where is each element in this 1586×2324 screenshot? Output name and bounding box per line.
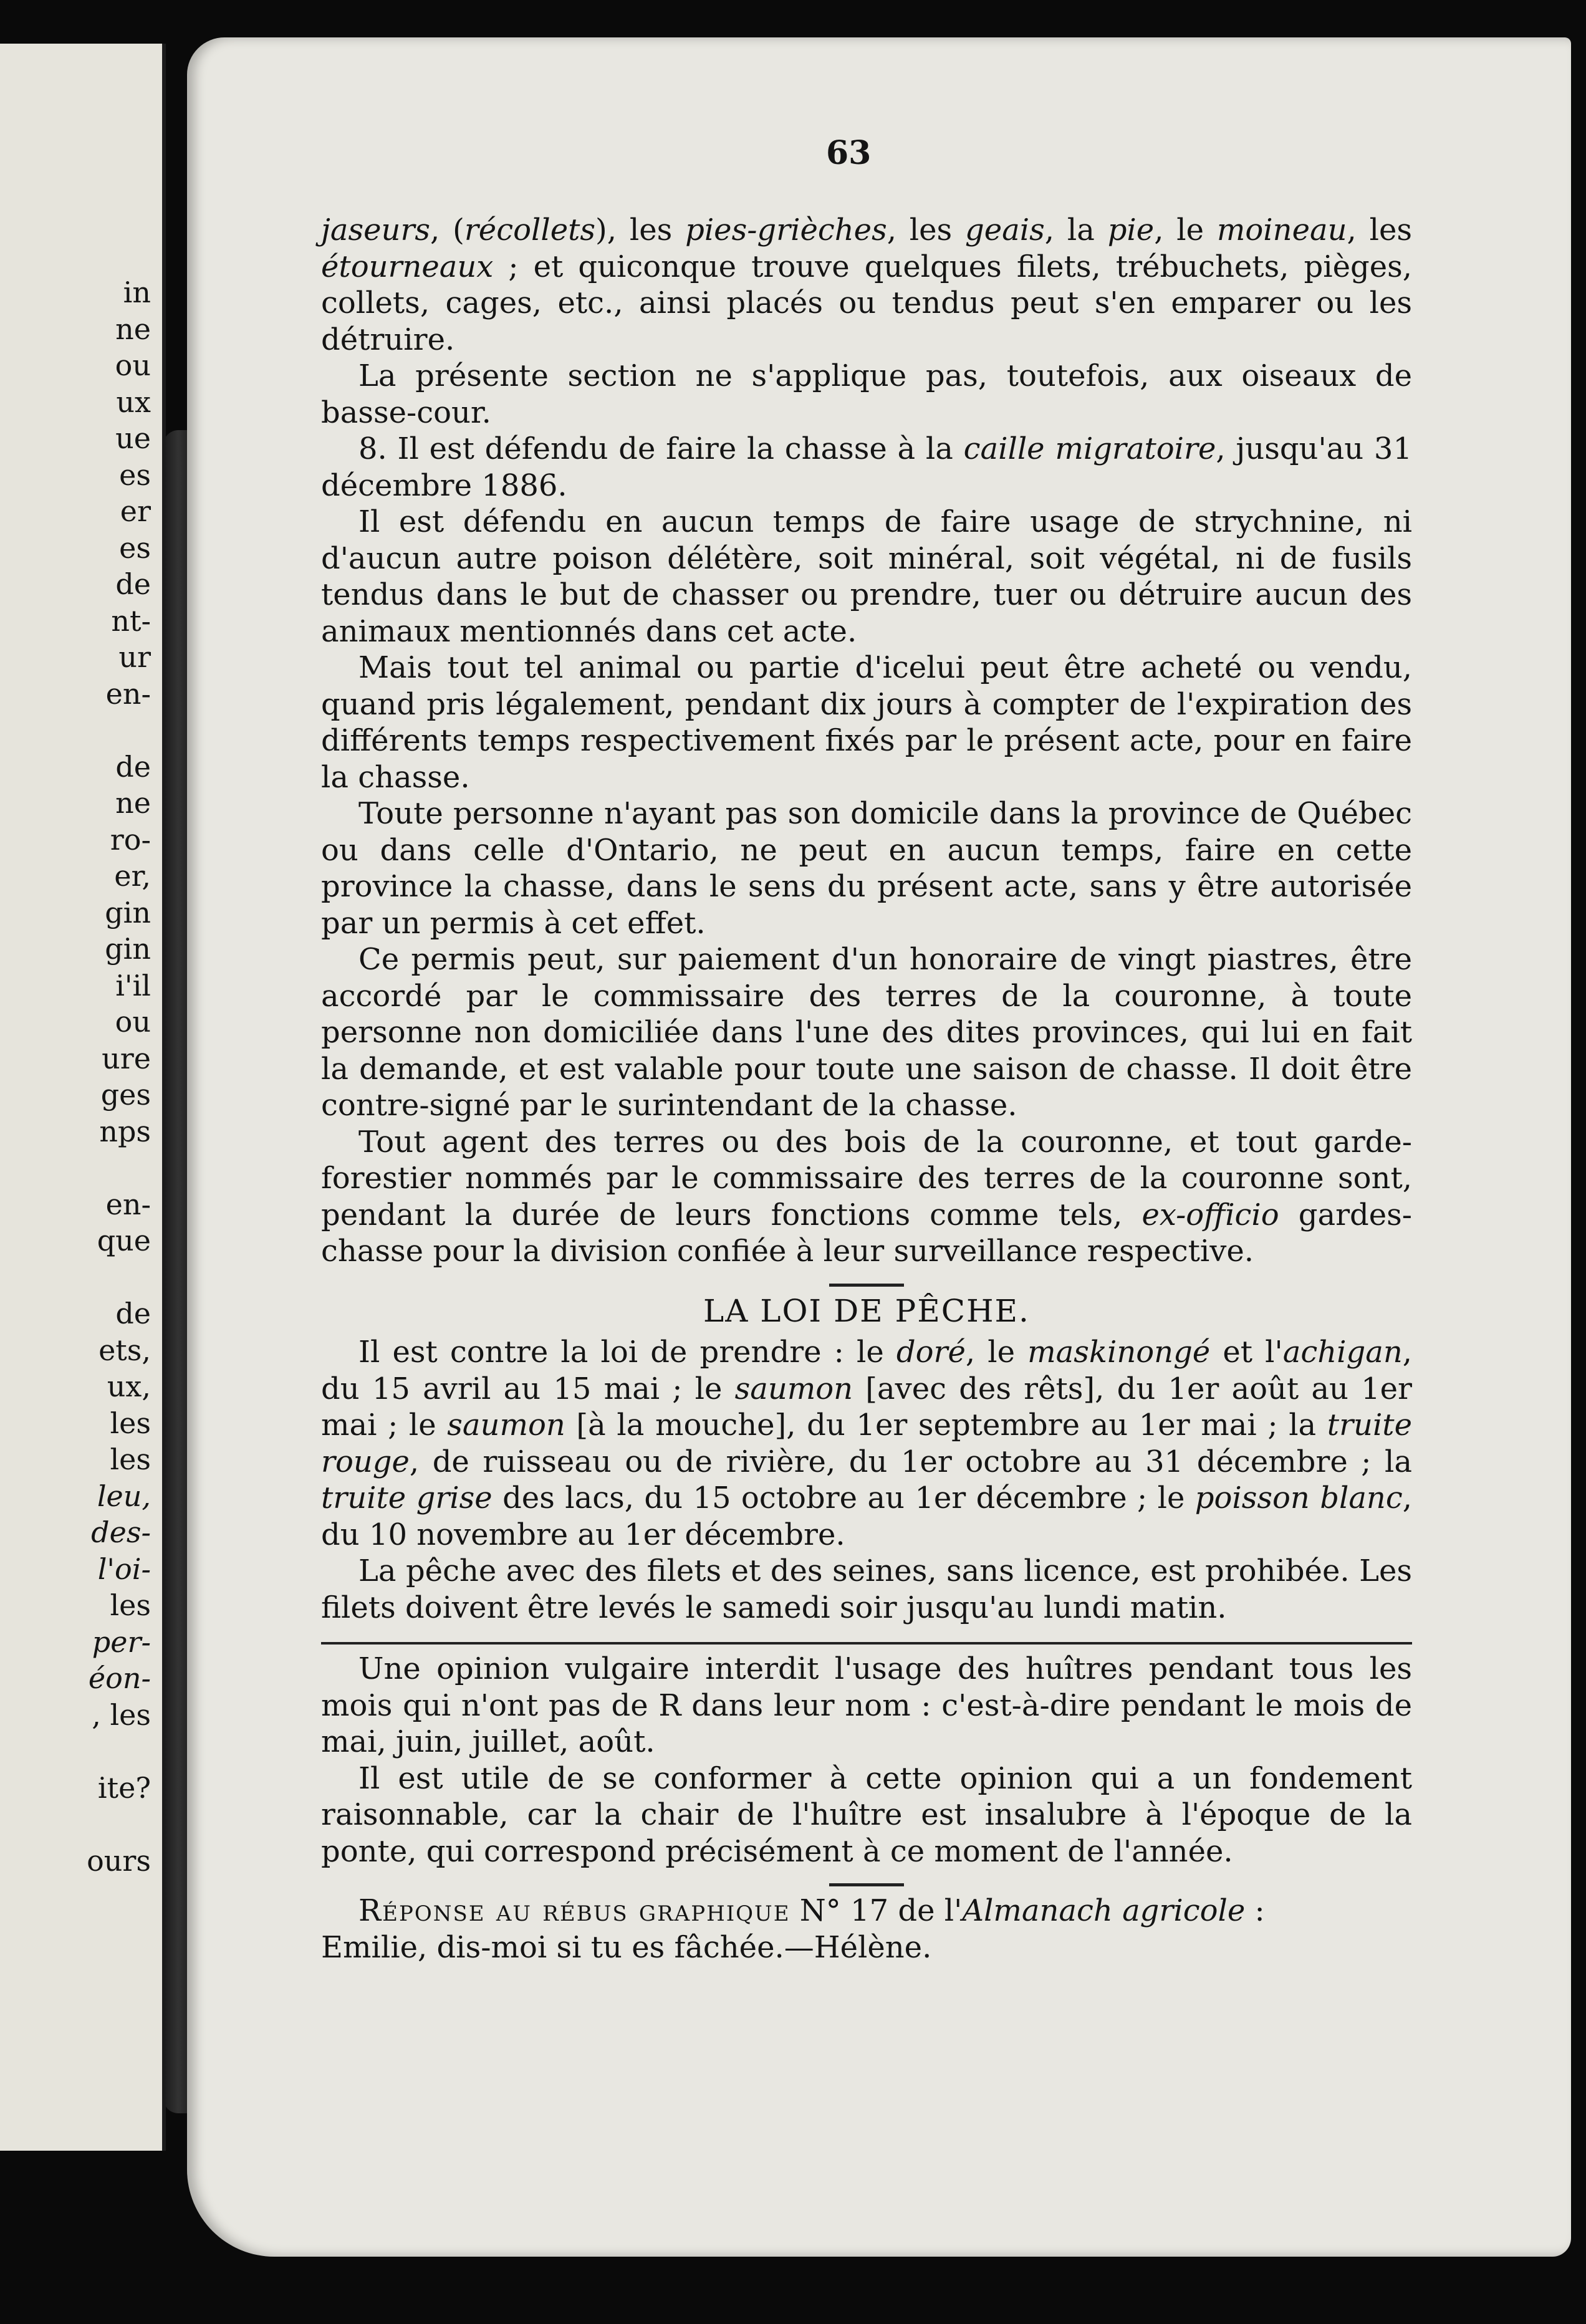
paragraph	[321, 504, 1412, 650]
text-run: Ce permis peut, sur paiement d'un honoraire de vingt piastres, être accordé par le commissaire des terres de la couronne, à toute personne non domiciliée dans l'une des dites provinces, qui lui en fait la demande, et est valable pour toute une saison de chasse. Il doit être contre-signé par le surintendant de la chasse.	[321, 942, 1412, 1123]
italic-term: récollets	[464, 213, 596, 247]
italic-term: jaseurs	[321, 213, 431, 247]
text-run: , du 10 novembre au 1er décembre.	[321, 1481, 1412, 1552]
left-page-text-fragments	[87, 274, 151, 1879]
paragraph	[321, 650, 1412, 795]
left-page-fragment: ro-	[110, 822, 151, 857]
italic-term: pie	[1107, 213, 1155, 247]
text-run: ), les	[595, 213, 686, 247]
left-page-fragment: er	[120, 494, 151, 528]
full-width-divider	[321, 1642, 1412, 1645]
left-page-fragment: ure	[102, 1041, 151, 1075]
left-page-fragment	[87, 1806, 151, 1843]
text-run: , du 15 avril au 15 mai ; le	[321, 1335, 1413, 1406]
left-page-fragment: ets,	[99, 1333, 151, 1367]
left-page-fragment: les	[110, 1588, 151, 1622]
text-run: des lacs, du 15 octobre au 1er décembre ; le	[492, 1481, 1195, 1515]
italic-term: geais	[965, 213, 1045, 247]
answer-divider	[829, 1883, 904, 1886]
left-page-fragment: de	[115, 1297, 151, 1330]
left-page-fragment: gin	[105, 895, 151, 929]
fishing-law-section	[321, 1334, 1412, 1626]
paragraph	[321, 941, 1412, 1124]
paragraph	[321, 1553, 1412, 1626]
left-page-fragment: de	[115, 567, 151, 601]
text-run: , le	[965, 1335, 1028, 1370]
italic-term: saumon	[734, 1371, 853, 1406]
text-run: , (	[430, 213, 464, 247]
italic-term: ex-officio	[1141, 1197, 1279, 1232]
left-page-fragment: ours	[87, 1843, 151, 1878]
text-run: [à la mouche], du 1er septembre au 1er mai ; la	[565, 1408, 1327, 1443]
italic-term: achigan	[1282, 1335, 1403, 1370]
left-page-fragment	[87, 1733, 151, 1770]
text-run: Une opinion vulgaire interdit l'usage des huîtres pendant tous les mois qui n'ont pas de R dans leur nom : c'est-à-dire pendant le mois de mai, juin, juillet, août.	[321, 1651, 1412, 1759]
paragraph	[321, 431, 1412, 504]
left-page-fragment: per-	[92, 1625, 151, 1659]
left-page-fragment: ou	[115, 348, 151, 382]
paragraph	[321, 1124, 1412, 1270]
italic-term: étourneaux	[321, 249, 494, 284]
answer-label: Réponse au rébus graphique	[358, 1893, 791, 1928]
left-page-fragment: ou	[115, 1005, 151, 1039]
text-run: Tout agent des terres ou des bois de la couronne, et tout garde-forestier nommés par le commissaire des terres de la couronne sont, pendant la durée de leurs fonctions comme tels,	[321, 1124, 1412, 1232]
text-run: Toute personne n'ayant pas son domicile dans la province de Québec ou dans celle d'Ontario, ne peut en aucun temps, faire en cette province la chasse, dans le sens du présent acte, sans y être autorisée par un permis à cet effet.	[321, 796, 1412, 941]
text-run: 8. Il est défendu de faire la chasse à la	[358, 431, 964, 466]
left-page-fragment: ges	[100, 1078, 151, 1112]
left-page-fragment	[87, 1259, 151, 1296]
left-page-fragment: de	[115, 749, 151, 784]
text-run: , le	[1154, 213, 1217, 247]
text-run: La présente section ne s'applique pas, toutefois, aux oiseaux de basse-cour.	[321, 358, 1412, 430]
italic-term: doré	[896, 1335, 966, 1370]
text-run: Il est contre la loi de prendre : le	[358, 1335, 896, 1370]
italic-term: moineau	[1216, 213, 1347, 247]
italic-term: maskinongé	[1027, 1335, 1211, 1370]
text-run: , de ruisseau ou de rivière, du 1er octobre au 31 décembre ; la	[409, 1444, 1412, 1479]
left-page-fragment: er,	[114, 859, 151, 893]
text-run: , les	[1347, 213, 1413, 247]
text-run: et l'	[1210, 1335, 1283, 1370]
left-page-fragment: nps	[99, 1114, 151, 1148]
left-page-fragment: i'il	[115, 968, 151, 1002]
italic-term: saumon	[447, 1408, 565, 1443]
left-page-fragment	[87, 712, 151, 749]
page-number: 63	[826, 134, 872, 172]
left-facing-page	[0, 44, 166, 2151]
text-run: La pêche avec des filets et des seines, sans licence, est prohibée. Les filets doivent être levés le samedi soir jusqu'au lundi matin.	[321, 1553, 1412, 1625]
left-page-fragment: nt-	[111, 603, 151, 638]
italic-term: poisson blanc	[1194, 1481, 1403, 1515]
italic-term: truite grise	[321, 1481, 493, 1515]
text-run: Il est utile de se conformer à cette opinion qui a un fondement raisonnable, car la chair de l'huître est insalubre à l'époque de la ponte, qui correspond précisément à ce moment de l'année.	[321, 1760, 1412, 1869]
answer-number: N° 17 de l'	[790, 1893, 963, 1928]
paragraph	[321, 795, 1412, 941]
paragraph	[321, 212, 1412, 358]
left-page-fragment: ne	[115, 786, 151, 820]
section-divider	[829, 1284, 904, 1287]
paragraph	[321, 1651, 1412, 1760]
almanach-title: Almanach agricole	[962, 1893, 1246, 1928]
italic-term: pies-grièches	[685, 213, 887, 247]
answer-colon: :	[1245, 1893, 1265, 1928]
left-page-fragment: ux	[116, 385, 151, 419]
text-run: Il est défendu en aucun temps de faire usage de strychnine, ni d'aucun autre poison délétère, soit minéral, soit végétal, ni de fusils tendus dans le but de chasser ou prendre, tuer ou détruire aucun des animaux mentionnés dans cet acte.	[321, 504, 1412, 649]
left-page-fragment: que	[97, 1224, 151, 1257]
page-body	[321, 212, 1412, 1966]
text-run: , la	[1044, 213, 1108, 247]
text-run: [avec des rêts], du 1er août au 1er mai ; le	[321, 1371, 1412, 1443]
left-page-fragment: ne	[115, 312, 151, 346]
paragraph	[321, 358, 1412, 431]
paragraph	[321, 1760, 1412, 1870]
left-page-fragment: les	[110, 1406, 151, 1440]
left-page-fragment: gin	[105, 932, 151, 966]
left-page-fragment: en-	[105, 1187, 151, 1221]
text-run: Mais tout tel animal ou partie d'icelui peut être acheté ou vendu, quand pris légalement, pendant dix jours à compter de l'expiration des différents temps respectivement fixés par le présent acte, pour en faire la chasse.	[321, 650, 1412, 795]
text-run: , les	[887, 213, 966, 247]
left-page-fragment: leu,	[97, 1479, 151, 1513]
left-page-fragment: ux,	[107, 1370, 151, 1403]
italic-term: caille migratoire	[963, 431, 1216, 466]
left-page-fragment: , les	[92, 1697, 151, 1732]
left-page-fragment: en-	[105, 676, 151, 711]
section-title: LA LOI DE PÊCHE.	[703, 1292, 1030, 1329]
text-run: , jusqu'au 31 décembre 1886.	[321, 431, 1413, 503]
left-page-fragment: in	[123, 276, 151, 309]
paragraph	[321, 1334, 1412, 1553]
left-page-fragment: ue	[115, 421, 151, 455]
left-page-fragment: l'oi-	[97, 1552, 151, 1586]
left-page-fragment: éon-	[88, 1661, 151, 1695]
left-page-fragment: ite?	[97, 1770, 151, 1805]
left-page-fragment: des-	[91, 1515, 151, 1549]
left-page-fragment: les	[110, 1443, 151, 1476]
left-page-fragment: ur	[118, 640, 151, 674]
left-page-fragment	[87, 1150, 151, 1186]
oyster-note-section	[321, 1651, 1412, 1870]
text-run: ; et quiconque trouve quelques filets, trébuchets, pièges, collets, cages, etc., ainsi placés ou tendus peut s'en emparer ou les détruire.	[321, 249, 1412, 357]
hunting-law-section	[321, 212, 1412, 1270]
left-page-fragment: es	[119, 458, 151, 492]
italic-term: truite rouge	[321, 1408, 1412, 1479]
rebus-answer	[321, 1893, 1412, 1966]
answer-text: Emilie, dis-moi si tu es fâchée.—Hélène.	[321, 1929, 932, 1965]
text-run: gardes-chasse pour la division confiée à leur surveillance respective.	[321, 1197, 1413, 1269]
left-page-fragment: es	[119, 531, 151, 565]
